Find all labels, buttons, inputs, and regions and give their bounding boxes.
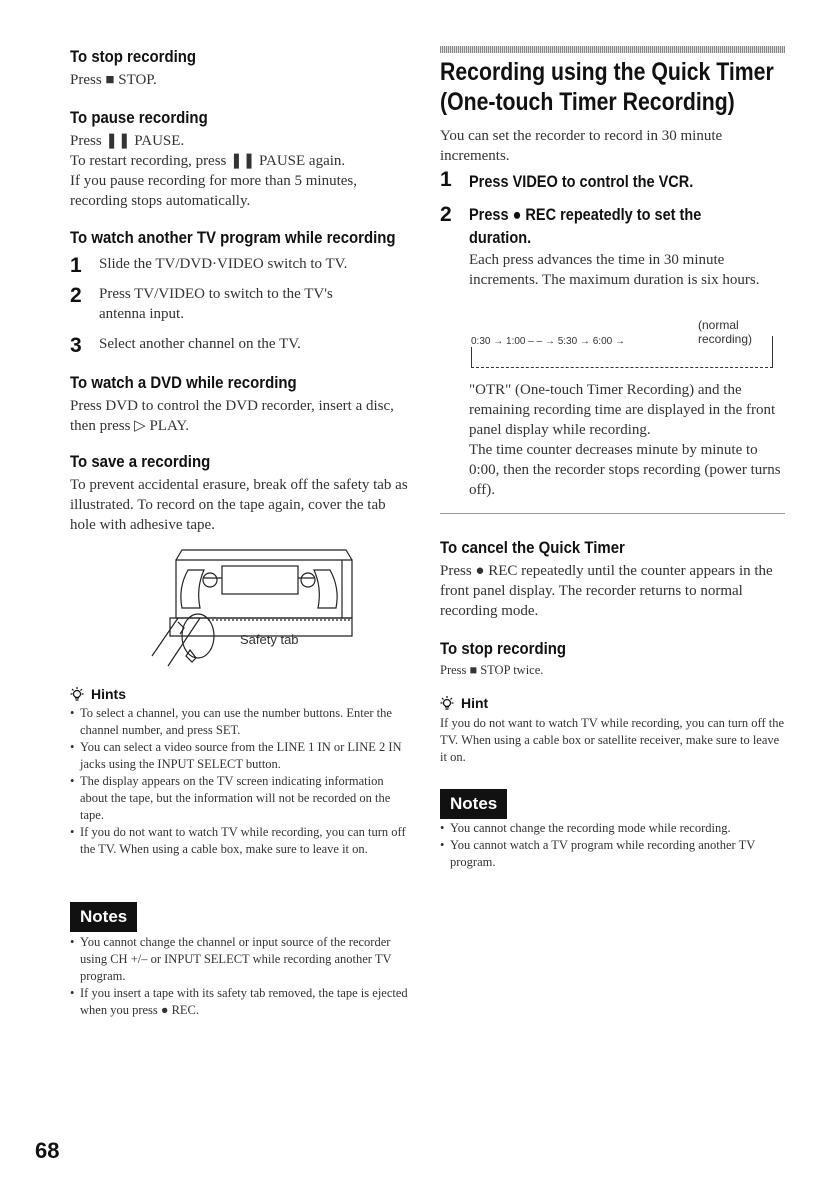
title-rule: [440, 46, 785, 53]
step-2-description: Each press advances the time in 30 minute increments. The maximum duration is six hours.: [469, 252, 760, 288]
stop-recording-text-right: Press ■ STOP twice.: [440, 663, 544, 677]
watch-dvd-text: Press DVD to control the DVD recorder, insert a disc, then press ▷ PLAY.: [70, 398, 394, 434]
cancel-quick-timer-heading: To cancel the Quick Timer: [440, 538, 625, 557]
hint-item: • You can select a video source from the LINE 1 IN or LINE 2 IN jacks using the INPUT SELECT button.: [70, 739, 410, 773]
section-title-line-1: Recording using the Quick Timer: [440, 58, 774, 86]
pause-recording-heading: To pause recording: [70, 108, 208, 127]
hint-item: • The display appears on the TV screen indicating information about the tape, but the information will not be recorded on the tape.: [70, 773, 410, 824]
watch-tv-step-3: 3 Select another channel on the TV.: [70, 334, 301, 357]
notes-list-right: [440, 820, 770, 871]
save-recording-heading: To save a recording: [70, 452, 211, 471]
note-item: • If you insert a tape with its safety tab removed, the tape is ejected when you press ● REC.: [70, 985, 410, 1019]
timer-sequence-diagram: [469, 318, 779, 372]
cassette-illustration: [142, 548, 412, 670]
hints-heading: Hints: [70, 686, 126, 702]
diagram-sequence: 0:30 → 1:00 – – → 5:30 → 6:00 →: [471, 336, 629, 347]
hints-list: [70, 705, 410, 858]
stop-recording-text: Press ■ STOP.: [70, 72, 157, 88]
hint-item: • To select a channel, you can use the number buttons. Enter the channel number, and press SET.: [70, 705, 410, 739]
safety-tab-label: Safety tab: [240, 632, 299, 647]
stop-recording-heading-right: To stop recording: [440, 639, 567, 658]
divider: [440, 513, 785, 514]
save-recording-text: To prevent accidental erasure, break off the safety tab as illustrated. To record on the tape again, cover the tab hole with adhesive tape.: [70, 477, 408, 533]
watch-tv-heading: To watch another TV program while recording: [70, 228, 396, 247]
intro-text: You can set the recorder to record in 30 minute increments.: [440, 128, 723, 164]
otr-text-1: "OTR" (One-touch Timer Recording) and the remaining recording time are displayed in the front panel display while recording.: [469, 382, 776, 438]
cancel-quick-timer-text: Press ● REC repeatedly until the counter appears in the front panel display. The recorder returns to normal recording mode.: [440, 563, 773, 619]
lightbulb-icon: [70, 686, 84, 702]
note-item: • You cannot change the channel or input source of the recorder using CH +/– or INPUT SELECT while recording another TV program.: [70, 934, 410, 985]
watch-dvd-heading: To watch a DVD while recording: [70, 373, 297, 392]
note-item: • You cannot change the recording mode while recording.: [440, 820, 770, 837]
page-number: 68: [35, 1138, 60, 1163]
stop-recording-heading: To stop recording: [70, 47, 197, 66]
pause-recording-text: Press ❚❚ PAUSE. To restart recording, press ❚❚ PAUSE again. If you pause recording for more than 5 minutes, recording stops automatically.: [70, 133, 357, 209]
hint-text: If you do not want to watch TV while recording, you can turn off the TV. When using a cable box or satellite receiver, make sure to leave it on.: [440, 716, 785, 764]
notes-badge: Notes: [70, 902, 137, 932]
quick-timer-step-2: 2 Press ● REC repeatedly to set the duration.: [440, 203, 702, 247]
hint-item: • If you do not want to watch TV while recording, you can turn off the TV. When using a cable box, make sure to leave it on.: [70, 824, 410, 858]
quick-timer-step-1: 1 Press VIDEO to control the VCR.: [440, 168, 694, 191]
watch-tv-step-2: 2 Press TV/VIDEO to switch to the TV's antenna input.: [70, 284, 333, 322]
section-title-line-2: (One-touch Timer Recording): [440, 88, 735, 116]
hint-heading: Hint: [440, 695, 488, 711]
lightbulb-icon: [440, 695, 454, 711]
watch-tv-step-1: 1 Slide the TV/DVD·VIDEO switch to TV.: [70, 254, 348, 277]
note-item: • You cannot watch a TV program while recording another TV program.: [440, 837, 770, 871]
diagram-end-label: (normal recording): [695, 318, 752, 346]
notes-list: [70, 934, 410, 1019]
notes-badge-right: Notes: [440, 789, 507, 819]
otr-text-2: The time counter decreases minute by minute to 0:00, then the recorder stops recording (power turns off).: [469, 442, 781, 498]
